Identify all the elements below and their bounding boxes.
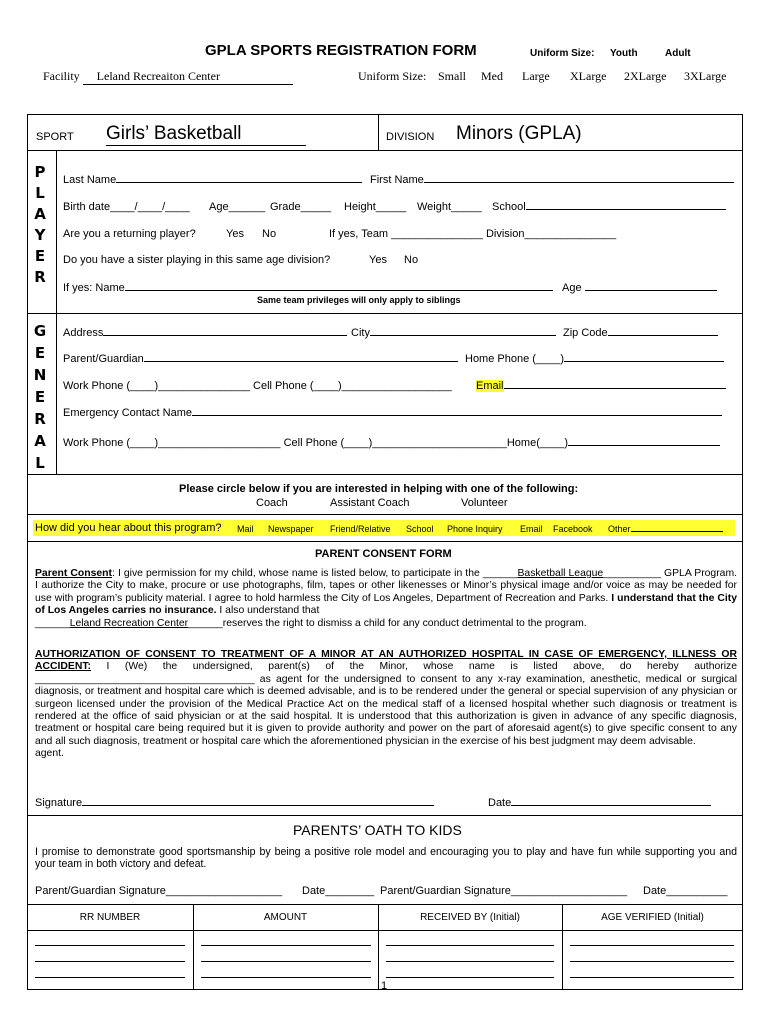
returning-no[interactable]: No (262, 228, 277, 240)
authorization-agent: agent. (35, 748, 64, 760)
home-phone-label: Home Phone (____) (465, 353, 565, 365)
sport-value[interactable]: Girls’ Basketball (106, 123, 306, 146)
divider (378, 114, 379, 150)
divider (27, 815, 743, 816)
work-cell-phone-field[interactable]: Work Phone (____)_______________ Cell Phone (____)__________________ (63, 380, 452, 392)
zip-label: Zip Code (563, 327, 608, 339)
facility-value: Leland Recreaiton Center (83, 69, 293, 85)
side-letter: N (33, 366, 47, 384)
side-letter: R (34, 410, 46, 428)
size-med[interactable]: Med (481, 69, 503, 83)
consent-text-2: GPLA Program. I authorize the City to make, procure or use photographs, film, tapes or other likenesses or Minor’s physical image and/or voice as may be needed for use with program’s publicity material. I agree to hold harmless the City of Los Angeles, Department of Recreation and Parks. (35, 568, 737, 604)
authorization-heading: AUTHORIZATION OF CONSENT TO TREATMENT OF A MINOR AT AN AUTHORIZED HOSPITAL IN CASE OF EMERGENCY, ILLNESS OR ACCIDENT: (35, 649, 737, 673)
side-letter: L (35, 184, 45, 202)
hear-other-label: Other (608, 524, 631, 534)
amount-line[interactable] (201, 982, 371, 990)
weight-field[interactable]: Weight_____ (417, 201, 482, 213)
sister-yes[interactable]: Yes (369, 254, 387, 266)
last-name-field[interactable] (63, 174, 362, 186)
rr-number-line[interactable] (35, 970, 185, 978)
rr-number-line[interactable] (35, 982, 185, 990)
rr-number-line[interactable] (35, 954, 185, 962)
col-received-by: RECEIVED BY (Initial) (420, 912, 520, 923)
email-label: Email (476, 380, 504, 392)
side-letter: A (34, 432, 46, 450)
emergency-phones-field[interactable] (63, 437, 720, 449)
emergency-phones-label: Work Phone (____)____________________ Cell Phone (____)______________________Home(____) (63, 437, 568, 449)
volunteer-assistant-coach[interactable]: Assistant Coach (330, 497, 410, 509)
height-field[interactable]: Height_____ (344, 201, 407, 213)
oath-date-2[interactable]: Date__________ (643, 885, 728, 897)
consent-bold: I understand that the City of Los Angeles carries no insurance. (35, 592, 738, 617)
received-by-line[interactable] (386, 970, 554, 978)
divider (27, 541, 743, 542)
team-division-field[interactable]: If yes, Team _______________ Division_______________ (329, 228, 617, 240)
col-amount: AMOUNT (263, 912, 308, 923)
volunteer-volunteer[interactable]: Volunteer (461, 497, 508, 509)
signature-label: Signature (35, 797, 83, 809)
consent-center[interactable]: Leland Recreation Center (69, 617, 189, 629)
date-field[interactable] (488, 797, 711, 809)
col-age-verified: AGE VERIFIED (Initial) (601, 912, 704, 923)
side-letter: E (34, 247, 46, 265)
returning-question: Are you a returning player? (63, 228, 196, 240)
date-label: Date (488, 797, 512, 809)
consent-text-1: : I give permission for my child, whose name is listed below, to participate in the ______ (111, 568, 518, 579)
last-name-label: Last Name (63, 174, 117, 186)
side-letter: R (34, 268, 46, 286)
consent-label: Parent Consent (35, 568, 112, 579)
consent-text-4: reserves the right to dismiss a child for any conduct detrimental to the program. (222, 617, 587, 629)
size-xlarge[interactable]: XLarge (570, 69, 607, 83)
sister-no[interactable]: No (404, 254, 419, 266)
col-rr-number: RR NUMBER (79, 912, 141, 923)
school-field[interactable] (492, 201, 726, 213)
address-field[interactable] (63, 327, 347, 339)
division-label: DIVISION (386, 131, 435, 143)
zip-field[interactable] (563, 327, 718, 339)
emergency-label: Emergency Contact Name (63, 407, 192, 419)
side-letter: P (34, 163, 46, 181)
city-label: City (351, 327, 370, 339)
hear-mail[interactable]: Mail (237, 524, 254, 534)
age-verified-line[interactable] (570, 970, 734, 978)
side-letter: G (33, 322, 47, 340)
consent-title: PARENT CONSENT FORM (315, 548, 452, 560)
consent-program[interactable]: Basketball League (517, 568, 604, 579)
divider (27, 150, 743, 151)
first-name-label: First Name (370, 174, 424, 186)
division-value[interactable]: Minors (GPLA) (456, 123, 582, 144)
authorization-body: I (We) the undersigned, parent(s) of the Minor, whose name is listed above, do hereby authorize ______________________________________ as agent for the undersigned to consent to any x-ray examination, anesthetic, medical or surgical diagnosis, or treatment and hospital care which is deemed advisable, and is to be rendered under the general or special supervision of any physician or surgeon licensed under the provision of the Medical Practice Act on the medical staff of a licensed hospital whether such diagnosis or treatment is rendered at the office of said physician or at the said hospital. It is understood that this authorization is given in advance of any specific diagnosis, treatment or hospital care being required but it is given to provide authority and power on the part of aforesaid agent(s) to give specific consent to any and all such diagnosis, treatment or hospital care which the aforementioned physician in the exercise of his best judgment may deem advisable. (35, 661, 737, 747)
size-2xlarge[interactable]: 2XLarge (624, 69, 667, 83)
age-field[interactable]: Age______ (209, 201, 266, 213)
oath-signature-2[interactable]: Parent/Guardian Signature___________________ (380, 885, 628, 897)
hear-phone[interactable]: Phone Inquiry (447, 524, 503, 534)
hear-facebook[interactable]: Facebook (553, 524, 593, 534)
sibling-note: Same team privileges will only apply to siblings (257, 295, 461, 305)
city-field[interactable] (351, 327, 556, 339)
size-small[interactable]: Small (438, 69, 467, 83)
received-by-line[interactable] (386, 938, 554, 946)
school-label: School (492, 201, 526, 213)
age-verified-line[interactable] (570, 954, 734, 962)
side-letter: L (35, 454, 45, 472)
hear-other[interactable] (608, 524, 723, 534)
divider (27, 930, 743, 931)
hear-friend[interactable]: Friend/Relative (330, 524, 391, 534)
age-verified-line[interactable] (570, 982, 734, 990)
divider (27, 904, 743, 905)
page-number: 1 (381, 980, 388, 992)
amount-line[interactable] (201, 970, 371, 978)
age-verified-line[interactable] (570, 938, 734, 946)
uniform-size-label: Uniform Size: (530, 48, 595, 59)
consent-text-3: I also understand that (219, 605, 320, 617)
size-3xlarge[interactable]: 3XLarge (684, 69, 727, 83)
signature-field[interactable] (35, 797, 434, 809)
grade-field[interactable]: Grade_____ (270, 201, 332, 213)
side-letter: E (34, 388, 46, 406)
divider (27, 474, 743, 475)
sibling-age-label: Age (562, 282, 582, 294)
birth-date-field[interactable]: Birth date____/____/____ (63, 201, 190, 213)
divider (56, 150, 57, 474)
divider (27, 514, 743, 515)
first-name-field[interactable] (370, 174, 734, 186)
received-by-line[interactable] (386, 982, 554, 990)
sibling-age-field[interactable] (562, 282, 717, 294)
side-letter: Y (34, 226, 46, 244)
amount-line[interactable] (201, 954, 371, 962)
how-hear-question: How did you hear about this program? (35, 522, 222, 534)
youth-label: Youth (610, 48, 638, 59)
returning-yes[interactable]: Yes (226, 228, 244, 240)
sibling-name-field[interactable] (63, 282, 553, 294)
oath-signature-1[interactable]: Parent/Guardian Signature___________________ (35, 885, 283, 897)
home-phone-field[interactable] (465, 353, 724, 365)
email-field[interactable] (476, 380, 726, 392)
address-label: Address (63, 327, 104, 339)
side-letter: A (34, 205, 46, 223)
emergency-contact-field[interactable] (63, 407, 722, 419)
size-large[interactable]: Large (522, 69, 550, 83)
oath-title: PARENTS’ OATH TO KIDS (293, 822, 462, 838)
volunteer-coach[interactable]: Coach (256, 497, 288, 509)
rr-number-line[interactable] (35, 938, 185, 946)
hear-email[interactable]: Email (520, 524, 543, 534)
side-letter: E (34, 344, 46, 362)
received-by-line[interactable] (386, 954, 554, 962)
facility-label: Facility (43, 69, 80, 83)
sport-label: SPORT (36, 131, 74, 143)
adult-label: Adult (665, 48, 691, 59)
sister-question: Do you have a sister playing in this same age division? (63, 254, 331, 266)
volunteer-prompt: Please circle below if you are interested in helping with one of the following: (179, 483, 579, 495)
authorization-text (35, 649, 737, 761)
amount-line[interactable] (201, 938, 371, 946)
parent-label: Parent/Guardian (63, 353, 144, 365)
uniform-size-label-2: Uniform Size: (358, 69, 427, 83)
parent-field[interactable] (63, 353, 458, 365)
hear-school[interactable]: School (406, 524, 434, 534)
divider (27, 313, 743, 314)
form-title: GPLA SPORTS REGISTRATION FORM (205, 42, 477, 59)
oath-text: I promise to demonstrate good sportsmanship by being a positive role model and encouraging you to play and have fun while supporting you and your team in both victory and defeat. (35, 846, 737, 871)
oath-date-1[interactable]: Date________ (302, 885, 375, 897)
hear-newspaper[interactable]: Newspaper (268, 524, 314, 534)
facility-field[interactable] (43, 69, 293, 85)
consent-text: Parent Consent: I give permission for my child, whose name is listed below, to participate in the ______Basketball League__________ GPLA Program. I authorize the City to make, procure or use photographs, film, tapes or other likenesses or Minor’s physical image and/or voice as may be needed for use with program’s publicity material. I agree to hold harmless the City of Los Angeles, Department of Recreation and Parks. I understand that the City of Los Angeles carries no insurance. I also understand that ______Leland Recreation Center______reserves the right to dismiss a child for any conduct detrimental to the program. (35, 568, 738, 629)
sibling-name-label: If yes: Name (63, 282, 125, 294)
